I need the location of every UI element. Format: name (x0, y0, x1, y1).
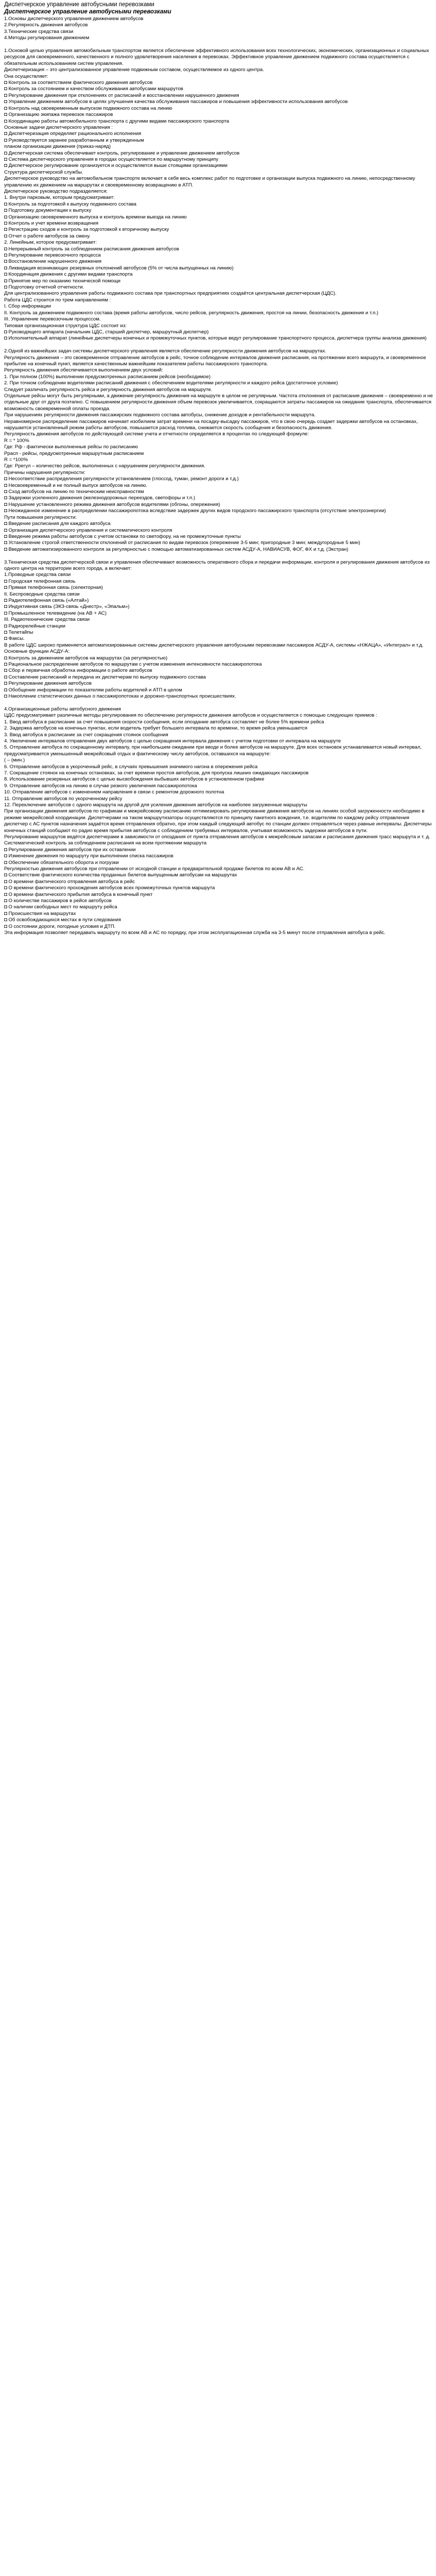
text-line: ◘ Подготовку документации к выпуску (4, 208, 92, 214)
text-line: II. Контроль за движением подвижного состава (время работы автобусов, число рейсов, регулярность движения, простоя на линии, безопасность движения и т.п.) (4, 310, 378, 316)
text-line: 7. Сокращение стоянок на конечных остановках, за счет времени простоя автобусов, для пропуска лишних ожидающих пассажиров (4, 770, 309, 776)
text-line: ◘ Контроль над своевременным выпуском подвижного состава на линию (4, 105, 172, 111)
text-line: Работа ЦДС строится по трем направлениям : (4, 297, 111, 303)
page-title: Диспетчерское управление автобусными перевозками (4, 2, 154, 8)
text-line: ◘ Введение автоматизированного контроля за регулярностью с помощью автоматизированных систем АСДУ-А, НАВИАСУВ, ФОГ, ФХ и т.д. (Экстран) (4, 546, 348, 552)
text-line: I. Сбор информации (4, 303, 51, 310)
text-line: 11. Отправление автобусов по укороченному рейсу (4, 795, 123, 802)
text-line: Пути повышения регулярности: (4, 514, 77, 520)
text-line: ◘ Радиорелейные станции (4, 623, 65, 629)
text-line: Регулярность движения обеспечивается выполнением двух условий: (4, 367, 163, 374)
text-line: Неравномерное распределение пассажиров начинает изобилием затрат времени на посадку-высадку пассажиров, что в свою очередь создает задержки автобусов на остановках, нарушается установленный режим работы автобусов, повышается расход топлива, снижается скорость сообщения и безопасность движения. (4, 418, 418, 431)
text-line: 4.Методы регулирования движением (4, 35, 90, 41)
text-line: ЦДС предусматривает различные методы регулирования по обеспечению регулярности движения автобусов и осуществляется с помощью следующих приемов : (4, 713, 377, 719)
text-line: ◘ Контроль за соответствием фактического движения автобусов (4, 80, 153, 86)
text-line: R = * 100% (4, 437, 29, 444)
text-line: ◘ Регулирование движения автобусов (4, 681, 92, 687)
text-line: ◘ Подготовку отчетной отчетности. (4, 284, 84, 291)
text-line: Структура диспетчерской службы. (4, 169, 83, 175)
text-line: ◘ Контроль за движением автобусов на маршрутах (за регулярностью) (4, 655, 168, 661)
text-line: Следует различать регулярность рейса и регулярность движения автобусов на маршруте. (4, 386, 213, 393)
text-line: 2.Регулярность движения автобусов (4, 22, 88, 28)
text-line: 1.Основы диспетчерского управления движением автобусов (4, 16, 144, 22)
text-line: ◘ Организация диспетчерского управления и систематического контроля (4, 527, 172, 533)
text-line: ◘ О времени фактического прибытия автобуса в конечный пункт (4, 891, 153, 897)
text-line: ◘ Непрерывный контроль за соблюдением расписания движения автобусов (4, 246, 179, 252)
text-line: 1. Внутри парковым, которым предусматривает: (4, 195, 115, 201)
text-line: Где: Ррегул – количество рейсов, выполненных с нарушением регулярности движения. (4, 463, 205, 469)
text-line: ◘ Сход автобусов на линию по техническим неисправностям (4, 489, 144, 495)
text-line: ◘ Промышленное телевидение (на АВ + АС) (4, 610, 107, 616)
text-line: ◘ Несоответствие распределения регулярности установлением (глоссод, туман, ремонт дороги и т.д.) (4, 476, 239, 482)
text-line: ◘ Координация движения с другими видами транспорта (4, 272, 133, 278)
text-line: III. Управление перевозочным процессом. (4, 316, 101, 323)
text-line: ◘ Регулирование движения при отклонениях от расписаний и восстановлении нарушенного движения (4, 92, 239, 98)
text-line: При нарушениях регулярности движения пассажирских подвижного состава автобусы, снижение доходов и рентабельности маршрута. (4, 412, 316, 418)
text-line: ◘ Соответствие фактического количества проданных билетов выпущенным автобусам на маршрутах (4, 872, 237, 878)
text-line: 1. Ввод автобуса в расписание за счет повышения скорости сообщения, если опоздание автобуса составляет не более 5% времени рейса (4, 719, 324, 725)
text-line: ◘ О времени фактического отправления автобуса в рейс (4, 878, 135, 885)
text-line: 10. Отправление автобусов с изменением направления в связи с ремонтом дорожного полотна (4, 789, 224, 795)
text-line: ◘ Регулирование перевозочного процесса (4, 252, 101, 259)
text-line: Причины нарушения регулярности: (4, 469, 85, 476)
text-line: Для централизованного управления работы подвижного состава при транспортных предприятиях создаётся центральная диспетчерская (ЦДС). (4, 291, 337, 297)
text-line: ◘ Сбор и первичная обработка информации о работе автобусов (4, 668, 152, 674)
text-line: ◘ Система диспетчерского управления в городах осуществляется по маршрутному принципу (4, 156, 219, 162)
text-line: ◘ Координацию работы автомобильного транспорта с другими видами пассажирского транспорта (4, 118, 229, 124)
text-line: 3.Технические средства связи (4, 28, 74, 35)
text-line: ◘ Введение расписания для каждого автобуса (4, 521, 111, 527)
text-line: Диспетчерское руководство подразделяется: (4, 188, 108, 194)
blank-line (4, 553, 433, 559)
text-line: 6. Отправление автобусов в укороченный рейс, в случаях превышения значимого нагона в опережения рейса (4, 764, 258, 770)
text-line: ◘ Диспетчеризация определяет рационального исполнения (4, 131, 142, 137)
document-body (4, 16, 433, 937)
text-line: ◘ Отчет о работе автобусов за смену. (4, 233, 91, 239)
text-line: ◘ Нарушение установленного режима движения автобусов водителями (обгоны, опережения) (4, 501, 220, 507)
text-line: 4. Увеличение интервалов отправления двух автобусов с целью сокращения интервала движения с учетом подготовки от интервала на маршруте (4, 738, 341, 744)
text-line: Систематический контроль за соблюдением расписания на всем протяжении маршрута (4, 840, 207, 846)
text-line: Регулирование маршрутов ведётся диспетчерами в зависимости от опоздания от пункта отправления автобусов к межрейсовым запасам и расписания движения трасс маршрута и т. д. (4, 834, 430, 840)
text-line: Основные задачи диспетчерского управления : (4, 124, 113, 130)
text-line: ◘ О состоянии дороги, погодные условия и ДТП. (4, 923, 116, 929)
text-line: ◘ Прямая телефонная связь (селекторная) (4, 585, 103, 591)
text-line: ◘ Об освобождающихся местах в пути следования (4, 917, 121, 923)
text-line: ◘ Обеспечение обязательного оборота и погрузки (4, 859, 119, 866)
text-line: 3.Техническая средства диспетчерской связи и управления обеспечивают возможность оперативного сбора и передачи информации, контроля и регулирования движения автобусов из одного центра на территории всего города, а включает: (4, 559, 430, 571)
text-line: 12. Переключение автобусов с одного маршрута на другой для усиления движения автобусов на наиболее загруженные маршруты (4, 802, 307, 808)
text-line: ◘ Диспетчерское регулирование организуется и осуществляется выше стоящими организациями (4, 163, 228, 169)
text-line: 5. Отправление автобуса по сокращенному интервалу, при наибольшем ожидании при вводе и более автобусов на маршруте. Для всех остановок устанавливается новый интервал, предусматривается уменьшенный межрейсовый отдых и фактическому числу автобусов, оставшихся на маршруте: (4, 744, 422, 757)
text-line: ◘ Факсы. (4, 636, 25, 642)
text-line: ◘ Изменение движения по маршруту при выполнении списка пассажиров (4, 853, 173, 859)
text-line: ◘ Городская телефонная связь (4, 578, 76, 584)
text-line: ◘ Индуктивная связь (ЭКЗ-связь «Днестр», «Эпальм») (4, 604, 130, 610)
text-line: В работе ЦДС широко применяется автоматизированные системы диспетчерского управления автобусными перевозками пассажиров АСДУ-А, системы «НЖАЦА», «Интеграл» и т.д. (4, 642, 424, 648)
text-line: 2. Линейным, которое предусматривает: (4, 240, 97, 246)
text-line: ◘ Контроль за состоянием и качеством обслуживания автобусами маршрутов (4, 86, 183, 92)
text-line: ◘ О наличии свободных мест по маршруту рейса (4, 904, 117, 910)
text-line: ◘ Неожиданное изменение в распределении пассажиропотока вследствие задержек других видов городского пассажирского транспорта (отсутствие электроэнергии) (4, 508, 386, 514)
text-line: Эта информация позволяет передавать маршруту по всем АВ и АС по порядку, при этом эксплуатационная служба на 3-5 минут после отправления автобуса в рейс. (4, 930, 386, 936)
text-line: ◘ Несвоевременный и не полный выпуск автобусов на линию. (4, 482, 147, 488)
text-line: планом организации движения (приказ-наряд) (4, 144, 111, 150)
blank-line (4, 342, 433, 348)
text-line: 2.Одной из важнейших задач системы диспетчерского управления является обеспечение регулярности движения автобусов на маршрутах. (4, 348, 326, 354)
text-line: ◘ Регулирование движения автобусов при их оставлении (4, 846, 136, 853)
blank-line (4, 42, 433, 48)
text-line: 3. Ввод автобуса в расписание за счет сокращения стоянок сообщения (4, 732, 168, 738)
text-line: ◘ Задержки усиленного движения (железнодорожных переездов, светофоры и т.п.) (4, 495, 196, 501)
page-subtitle: Диспетчерское управление автобусными перевозками (4, 9, 171, 15)
text-line: Основные функции АСДУ-А: (4, 649, 70, 655)
text-line: Она осуществляет: (4, 73, 48, 79)
blank-line (4, 700, 433, 706)
text-line: Типовая организационная структура ЦДС состоит из: (4, 323, 127, 329)
text-line: ◘ Составление расписаний и передача их диспетчерам по выпуску подвижного состава (4, 674, 206, 680)
text-line: ◘ Радиотелефонная связь («Алтай») (4, 597, 89, 603)
text-line: 2. Задержка автобусов на конечных пунктах, если водитель требует большего интервала по времени, то время рейса уменьшается (4, 725, 307, 732)
text-line: Регулярность движения автобусов по действующей системе учета и отчетности определяется в процентах по следующей формуле: (4, 431, 309, 437)
text-line: ◘ Организацию экипажа перевозок пассажиров (4, 112, 113, 118)
text-line: ◘ Накопление статистических данных о пассажиропотоках и дорожно-транспортных происшествиях. (4, 693, 236, 700)
text-line: ◘ Руководствуется заранее разработанным и утвержденным (4, 137, 144, 143)
text-line: Диспетчерское руководство на автомобильном транспорте включает в себя весь комплекс работ по подготовке и организации выпуска подвижного на линию, непосредственному управлению их движением на маршрутах и своевременному возвращению в АТП. (4, 176, 415, 188)
text-line: ◘ Контроль за подготовкой к выпуску подвижного состава (4, 201, 136, 207)
text-line: 2. При точном соблюдении водителями расписаний движения с обеспечением водителями регулярности и каждого рейса (достаточное условие) (4, 380, 338, 386)
text-line: II. Беспроводные средства связи (4, 591, 80, 597)
text-line: ◘ Регистрацию сходов и контроль за подготовкой к вторичному выпуску (4, 227, 169, 233)
text-line: Где: Рф - фактически выполненные рейсы по расписанию (4, 444, 138, 450)
text-line: ◘ Телетайпы (4, 630, 33, 635)
text-line: 1.Основой целью управления автомобильным транспортом является обеспечение эффективного использования всех технологических, экономических, организационных и социальных ресурсов для своевременного, качественного и полного удовлетворения населения в перевозках. Эффективное управление движением подвижного состава осуществляется с обязательным использованием систем управления. (4, 48, 429, 66)
text-line: ◘ Управление движением автобусов в целях улучшения качества обслуживания пассажиров и повышения эффективности использования автобусов (4, 99, 348, 105)
text-line: ◘ Обобщение информации по показателям работы водителей и АТП в целом (4, 687, 182, 693)
text-line: ◘ Организацию своевременного выпуска и контроль времени выезда на линию (4, 214, 187, 220)
text-line: Диспетчеризация – это централизованное управление подвижным составом, осуществляемое из одного центра. (4, 67, 264, 73)
text-line: 1.Проводные средства связи (4, 572, 71, 578)
text-line: Регулярностью движения автобусов при отправлении от исходной станции и предварительной продаже билетов по всем АВ и АС. (4, 866, 305, 872)
text-line: 4.Организационные работы автобусного движения (4, 706, 121, 712)
text-line: III. Радиотехнические средства связи (4, 617, 90, 623)
text-line: ◘ Рациональное распределение автобусов по маршрутам с учетом изменения интенсивности пассажиропотока (4, 662, 262, 668)
text-line: ◘ Исполнительный аппарат (линейные диспетчеры конечных и промежуточных пунктов, которые ведут регулирование транспортного процесса, диспетчера группы анализа движения) (4, 335, 427, 342)
text-line: ◘ Установление строгой ответственности отклонений от расписания по видам перевозок (опережение 3-5 мин; пригородные 3 мин; междугородные 5 мин) (4, 540, 360, 546)
text-line: ◘ Руководящего аппарата (начальник ЦДС, старший диспетчер, маршрутный диспетчер) (4, 329, 209, 335)
text-line: Ррасп - рейсы, предусмотренные маршрутным расписанием (4, 450, 144, 456)
text-line: ◘ Принятие мер по оказанию технической помощи (4, 278, 121, 284)
text-line: ◘ Происшествия на маршрутах (4, 910, 76, 917)
text-line: ◘ Контроль и учет времени возвращения (4, 221, 99, 226)
text-line: ◘ Диспетчерская система обеспечивает контроль, регулирование и управление движением автобусов (4, 150, 240, 156)
text-line: 9. Отправление автобусов на линию в случае резкого увеличения пассажиропотока (4, 783, 197, 789)
text-line: ◘ О времени фактического прохождения автобусов всех промежуточных пунктов маршрута (4, 885, 215, 891)
text-line: 8. Использование резервных автобусов с целью высвобождения выбывших автобусов в установленном графике (4, 776, 265, 783)
text-line: 1. При полном (100%) выполнении предусмотренных расписанием рейсов (необходимое) (4, 374, 211, 380)
text-line: Отдельные рейсы могут быть регулярными, а движение регулярность движения на маршруте в целом не регулярным. Частота отклонения от расписания движения – своевременно и не отдельные друг от друга поэтапно. С повышением регулярности движения объем перевозок увеличивается, сокращаются затраты пассажиров на ожидание транспорта, обеспечивается возможность своевременной оплаты проезда. (4, 393, 433, 412)
text-line: ◘ Ликвидация возникающих резервных отклонений автобусов (5% от числа выпущенных на линию) (4, 265, 234, 271)
text-line: ◘ Введение режима работы автобусов с учетом остановки по светофору, на не промежуточные пункты (4, 533, 241, 539)
text-line: R = *100% (4, 457, 28, 463)
text-line: ◘ Восстановление нарушенного движения (4, 259, 102, 265)
text-line: Регулярность движения – это своевременное отправление автобусов в рейс, точное соблюдение интервалов движения расписания, на протяжении всего маршрута, и своевременное прибытие на конечный пункт, является качественным важнейшим показателем работы пассажирского транспорта. (4, 354, 426, 367)
text-line: При организации движения автобусов по графикам и межрейсовому расписанию оптимизировать регулирование движения автобусов на линиях особой загруженности необходимо в режиме межрейсовой координации. Диспетчерами на таком маршрутизаторы осуществляются по принципу пакетного вождения, т.е. водителям по каждому рейсу отправления диспетчер с АС пунктов назначения задаётся время отправления обратно, при этом каждый следующий автобус по станции должен отправляться через равные интервалы. Диспетчеры конечных станций сообщают по радио время прибытия автобусов с соблюдением требуемых интервалов, учитывая возможность задержки автобусов в пути. (4, 808, 432, 834)
text-line: ( – (мин.) (4, 757, 25, 764)
text-line: ◘ О количестве пассажиров в рейсе автобусов (4, 898, 112, 904)
